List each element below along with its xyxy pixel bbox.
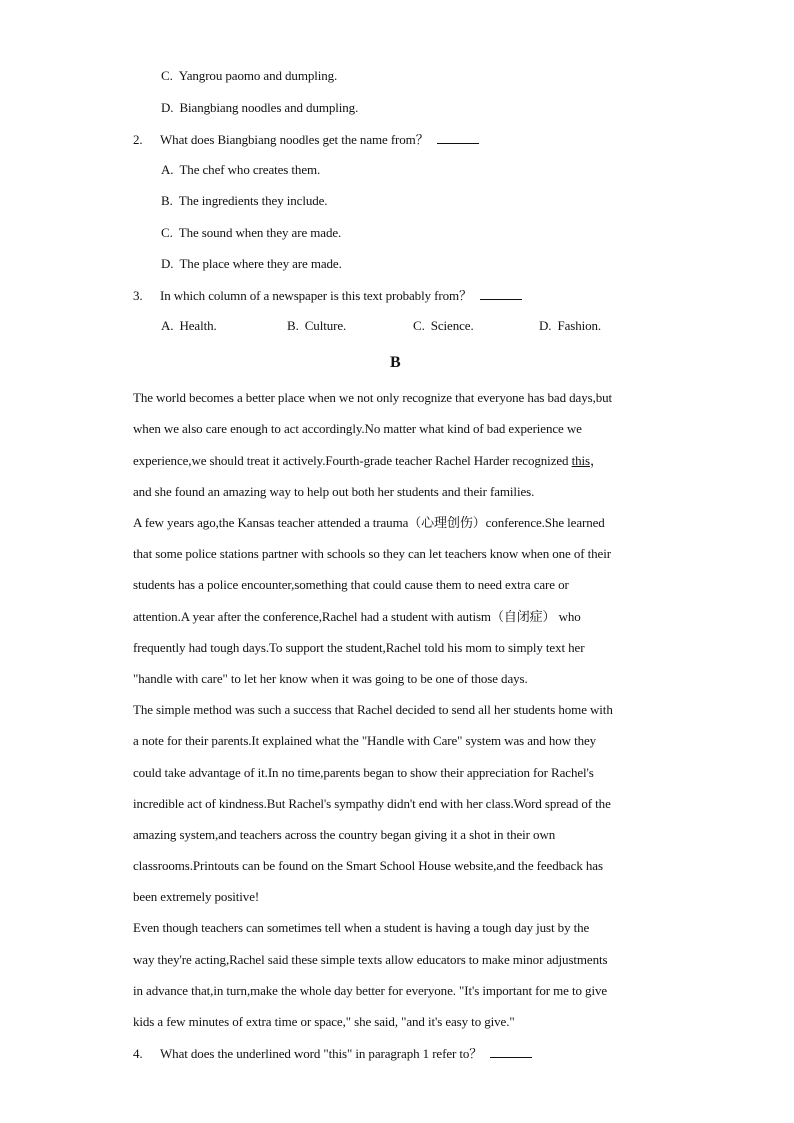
passage-line: attention.A year after the conference,Rachel had a student with autism（自闭症） who: [133, 609, 581, 624]
passage-line: Even though teachers can sometimes tell when a student is having a tough day just by the: [133, 920, 590, 935]
question-2: [133, 131, 479, 148]
passage-line: amazing system,and teachers across the country began giving it a shot in their own: [133, 827, 556, 842]
option-letter: C.: [413, 318, 425, 333]
passage-line: when we also care enough to act accordingly.No matter what kind of bad experience we: [133, 421, 582, 436]
underlined-word: this: [571, 453, 590, 468]
passage-line: [133, 453, 603, 469]
question-number: 2.: [133, 132, 143, 147]
option-text: Biangbiang noodles and dumpling.: [179, 100, 359, 115]
q3-option-b: [287, 318, 346, 334]
q2-option-a: [161, 162, 320, 178]
answer-blank: [437, 131, 479, 144]
question-number: 3.: [133, 288, 143, 303]
passage-line-text: experience,we should treat it actively.Fourth-grade teacher Rachel Harder recognized: [133, 453, 572, 468]
passage-line: The simple method was such a success that Rachel decided to send all her students home with: [133, 702, 613, 717]
punctuation: ，: [589, 453, 603, 468]
passage-line: that some police stations partner with schools so they can let teachers know when one of their: [133, 546, 611, 561]
passage-line: kids a few minutes of extra time or space," she said, "and it's easy to give.": [133, 1014, 515, 1029]
passage-line: been extremely positive!: [133, 889, 260, 904]
option-text: Science.: [430, 318, 474, 333]
option-letter: A.: [161, 318, 174, 333]
option-letter: B.: [287, 318, 299, 333]
passage-line: incredible act of kindness.But Rachel's sympathy didn't end with her class.Word spread of the: [133, 796, 611, 811]
q2-option-b: [161, 193, 327, 209]
option-text: The sound when they are made.: [178, 225, 342, 240]
option-text: Fashion.: [557, 318, 602, 333]
question-text: What does Biangbiang noodles get the name from？: [160, 132, 429, 147]
option-letter: B.: [161, 193, 173, 208]
q3-option-d: [539, 318, 601, 334]
question-text: In which column of a newspaper is this text probably from？: [160, 288, 472, 303]
option-text: Yangrou paomo and dumpling.: [178, 68, 338, 83]
option-text: Health.: [179, 318, 217, 333]
answer-blank: [490, 1045, 532, 1058]
passage-line: The world becomes a better place when we not only recognize that everyone has bad days,but: [133, 390, 613, 405]
q2-option-d: [161, 256, 342, 272]
option-letter: D.: [161, 100, 174, 115]
q2-option-c: [161, 225, 341, 241]
passage-line: and she found an amazing way to help out both her students and their families.: [133, 484, 535, 499]
passage-line: a note for their parents.It explained what the "Handle with Care" system was and how they: [133, 733, 597, 748]
option-letter: D.: [161, 256, 174, 271]
option-letter: A.: [161, 162, 174, 177]
option-text: The ingredients they include.: [178, 193, 328, 208]
passage-line: "handle with care" to let her know when it was going to be one of those days.: [133, 671, 528, 686]
option-text: The place where they are made.: [179, 256, 342, 271]
passage-line: classrooms.Printouts can be found on the Smart School House website,and the feedback has: [133, 858, 603, 873]
passage-line: A few years ago,the Kansas teacher attended a trauma（心理创伤）conference.She learned: [133, 515, 605, 530]
option-text: Culture.: [304, 318, 347, 333]
option-letter: C.: [161, 68, 173, 83]
answer-blank: [480, 287, 522, 300]
q3-option-c: [413, 318, 474, 334]
question-3: [133, 287, 522, 304]
passage-line: frequently had tough days.To support the student,Rachel told his mom to simply text her: [133, 640, 585, 655]
passage-line: way they're acting,Rachel said these simple texts allow educators to make minor adjustments: [133, 952, 608, 967]
option-letter: C.: [161, 225, 173, 240]
section-b-heading: B: [390, 354, 401, 371]
q1-option-d: [161, 100, 358, 116]
q1-option-c: [161, 68, 337, 84]
question-number: 4.: [133, 1046, 143, 1061]
option-letter: D.: [539, 318, 552, 333]
option-text: The chef who creates them.: [179, 162, 321, 177]
question-text: What does the underlined word "this" in paragraph 1 refer to？: [160, 1046, 483, 1061]
passage-line: students has a police encounter,something that could cause them to need extra care or: [133, 577, 569, 592]
passage-line: in advance that,in turn,make the whole day better for everyone. "It's important for me to give: [133, 983, 608, 998]
passage-line: could take advantage of it.In no time,parents began to show their appreciation for Rachel's: [133, 765, 594, 780]
q3-option-a: [161, 318, 217, 334]
question-4: [133, 1045, 532, 1062]
